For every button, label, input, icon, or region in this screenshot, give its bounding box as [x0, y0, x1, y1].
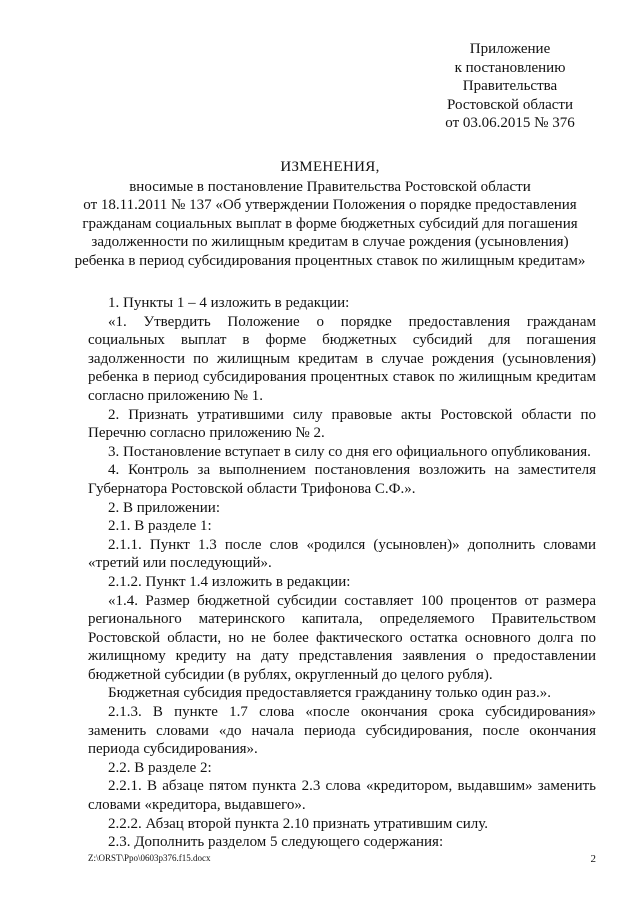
paragraph: 2.1.3. В пункте 1.7 слова «после окончания срока субсидирования» заменить словами «до начала периода субсидирования, после окончания периода субсидирования». — [88, 704, 596, 758]
paragraph: 2.1.2. Пункт 1.4 изложить в редакции: — [108, 573, 351, 590]
appendix-line: Правительства — [462, 78, 558, 94]
paragraph: 2.3. Дополнить разделом 5 следующего содержания: — [108, 834, 444, 851]
paragraph: 4. Контроль за выполнением постановления возложить на заместителя Губернатора Ростовской области Трифонова С.Ф.». — [88, 462, 596, 497]
paragraph: 2.2.2. Абзац второй пункта 2.10 признать утратившим силу. — [108, 815, 489, 832]
appendix-line: к постановлению — [454, 59, 566, 76]
heading-line: задолженности по жилищным кредитам в случае рождения (усыновления) — [91, 234, 569, 250]
appendix-line: от 03.06.2015 № 376 — [445, 115, 575, 131]
document-body — [88, 294, 596, 852]
paragraph: Бюджетная субсидия предоставляется гражданину только один раз.». — [108, 685, 551, 702]
file-path: Z:\ORST\Ppo\0603p376.f15.docx — [88, 853, 211, 863]
paragraph: 2.2. В разделе 2: — [108, 759, 212, 776]
appendix-line: Ростовской области — [447, 96, 573, 113]
paragraph: 2.1.1. Пункт 1.3 после слов «родился (усыновлен)» дополнить словами «третий или последующий». — [88, 536, 596, 572]
paragraph: 1. Пункты 1 – 4 изложить в редакции: — [108, 295, 350, 311]
paragraph: 2. В приложении: — [108, 499, 220, 516]
page-footer — [88, 853, 596, 865]
paragraph: «1. Утвердить Положение о порядке предоставления гражданам социальных выплат в форме бюджетных субсидий для погашения задолженности по жилищным кредитам в случае рождения (усыновления) ребенка в период субсидирования процентных ставок по жилищным кредитам согласно приложению № 1. — [88, 313, 596, 404]
heading-line: от 18.11.2011 № 137 «Об утверждении Положения о порядке предоставления — [83, 197, 577, 213]
appendix-header — [420, 40, 600, 133]
paragraph: 2. Признать утратившими силу правовые акты Ростовской области по Перечню согласно приложению № 2. — [88, 406, 596, 442]
paragraph: 2.1. В разделе 1: — [108, 518, 212, 535]
paragraph: «1.4. Размер бюджетной субсидии составляет 100 процентов от размера регионального материнского капитала, определяемого Правительством Ростовской области, но не более фактического остатка основного долга по жилищному кредиту на дату представления заявления о предоставлении бюджетной субсидии (в рублях, округленный до целого рубля). — [88, 592, 596, 683]
heading-line: гражданам социальных выплат в форме бюджетных субсидий для погашения — [82, 215, 578, 232]
paragraph: 2.2.1. В абзаце пятом пункта 2.3 слова «кредитором, выдавшим» заменить словами «кредитора, выдавшего». — [88, 778, 596, 814]
appendix-line: Приложение — [469, 41, 551, 57]
heading-title: ИЗМЕНЕНИЯ, — [280, 159, 380, 175]
heading-line: вносимые в постановление Правительства Ростовской области — [129, 178, 531, 195]
page-number: 2 — [590, 853, 596, 865]
heading-line: ребенка в период субсидирования процентных ставок по жилищным кредитам» — [74, 252, 586, 269]
document-heading — [60, 158, 600, 270]
paragraph: 3. Постановление вступает в силу со дня его официального опубликования. — [108, 443, 591, 460]
